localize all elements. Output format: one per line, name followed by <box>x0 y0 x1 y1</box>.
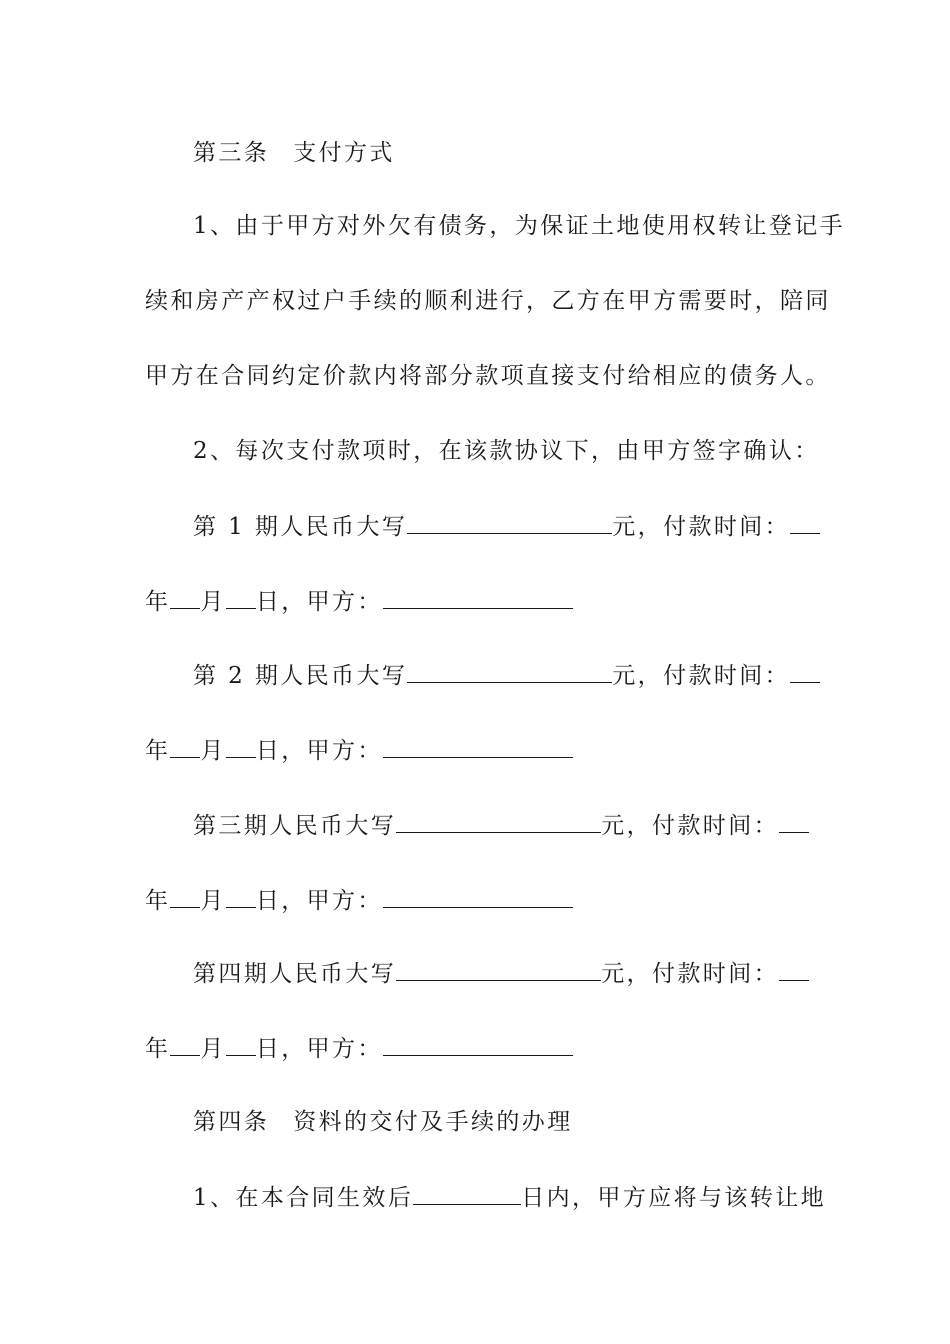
year-blank <box>790 660 820 683</box>
article-3-title: 支付方式 <box>293 140 395 166</box>
installment-1-line-1 <box>193 511 810 542</box>
month-text: 月 <box>200 1036 226 1062</box>
clause-1-line-3: 甲方在合同约定价款内将部分款项直接支付给相应的债务人。 <box>145 363 831 389</box>
installment-3-line-1 <box>193 810 810 841</box>
clause-1-line-2: 续和房产产权过户手续的顺利进行，乙方在甲方需要时，陪同 <box>145 288 831 314</box>
installment-4-line-1 <box>193 958 810 989</box>
day-blank <box>226 586 256 609</box>
month-blank <box>170 735 200 758</box>
yuan-text: 元，付款时间： <box>601 961 780 987</box>
month-blank <box>170 586 200 609</box>
year-text: 年 <box>145 888 171 914</box>
day-text: 日，甲方： <box>255 589 383 615</box>
clause-after-text: 日内，甲方应将与该转让地 <box>521 1185 827 1211</box>
day-text: 日，甲方： <box>255 888 383 914</box>
day-blank <box>226 885 256 908</box>
yuan-text: 元，付款时间： <box>612 663 791 689</box>
days-blank <box>413 1182 521 1205</box>
article-3-heading <box>193 138 810 168</box>
yuan-text: 元，付款时间： <box>601 813 780 839</box>
signature-blank <box>383 586 573 609</box>
amount-blank <box>407 660 612 683</box>
day-blank <box>226 735 256 758</box>
clause-1-line-1: 1、由于甲方对外欠有债务，为保证土地使用权转让登记手 <box>193 213 846 239</box>
installment-2-line-1 <box>193 660 810 691</box>
year-text: 年 <box>145 589 171 615</box>
amount-blank <box>407 511 612 534</box>
article-4-heading <box>193 1107 810 1137</box>
year-blank <box>779 958 809 981</box>
year-blank <box>779 810 809 833</box>
yuan-text: 元，付款时间： <box>612 514 791 540</box>
amount-blank <box>396 810 601 833</box>
signature-blank <box>383 885 573 908</box>
month-blank <box>170 885 200 908</box>
day-text: 日，甲方： <box>255 738 383 764</box>
installment-label: 第 1 期人民币大写 <box>193 514 408 540</box>
installment-3-line-2 <box>145 885 810 916</box>
clause-before-text: 1、在本合同生效后 <box>193 1185 414 1211</box>
article-3-number: 第三条 <box>193 140 270 166</box>
installment-label: 第三期人民币大写 <box>193 813 397 839</box>
month-blank <box>170 1033 200 1056</box>
article-4-title: 资料的交付及手续的办理 <box>293 1109 573 1135</box>
year-text: 年 <box>145 1036 171 1062</box>
clause-2-text: 2、每次支付款项时，在该款协议下，由甲方签字确认： <box>193 438 820 464</box>
amount-blank <box>396 958 601 981</box>
installment-label: 第 2 期人民币大写 <box>193 663 408 689</box>
signature-blank <box>383 1033 573 1056</box>
year-blank <box>790 511 820 534</box>
month-text: 月 <box>200 738 226 764</box>
month-text: 月 <box>200 888 226 914</box>
article-4-clause-1-line-1 <box>193 1182 827 1213</box>
article-4-number: 第四条 <box>193 1109 270 1135</box>
installment-2-line-2 <box>145 735 810 766</box>
installment-1-line-2 <box>145 586 810 617</box>
month-text: 月 <box>200 589 226 615</box>
year-text: 年 <box>145 738 171 764</box>
signature-blank <box>383 735 573 758</box>
installment-4-line-2 <box>145 1033 810 1064</box>
installment-label: 第四期人民币大写 <box>193 961 397 987</box>
day-blank <box>226 1033 256 1056</box>
day-text: 日，甲方： <box>255 1036 383 1062</box>
